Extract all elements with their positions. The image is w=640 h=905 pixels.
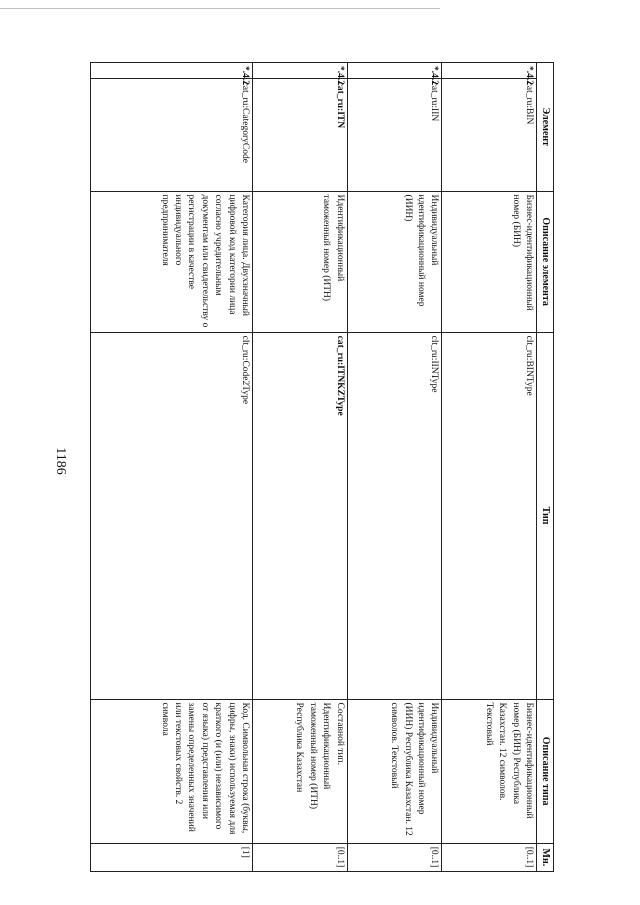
row-multiplicity: [0..1] xyxy=(347,843,442,871)
row-number: *.4.2 xyxy=(442,63,537,79)
table-row xyxy=(252,63,347,872)
row-number: *.4.2 xyxy=(252,63,347,79)
top-rule xyxy=(0,8,440,9)
header-element-description: Описание элемента xyxy=(537,191,554,332)
row-multiplicity: [0..1] xyxy=(252,843,347,871)
row-number: *.4.2 xyxy=(91,63,253,79)
header-type: Тип xyxy=(537,332,554,699)
row-multiplicity: [1] xyxy=(91,843,253,871)
row-element: cat_ru:ITN xyxy=(252,78,347,191)
row-element-description: Идентификационный таможенный номер (ИТН) xyxy=(252,191,347,332)
rotated-table-container xyxy=(90,62,554,872)
page-number: 1186 xyxy=(53,447,68,475)
row-element-description: Бизнес-идентификационный номер (БИН) xyxy=(442,191,537,332)
row-type: clt_ru:BINType xyxy=(442,332,537,699)
row-type-description: Бизнес-идентификационный номер (БИН) Республика Казахстан. 12 символов. Текстовый xyxy=(442,699,537,843)
header-element: Элемент xyxy=(537,63,554,192)
row-number: *.4.2 xyxy=(347,63,442,79)
row-element-description: Индивидуальный идентификационный номер (ИИН) xyxy=(347,191,442,332)
header-multiplicity: Мн. xyxy=(537,843,554,871)
row-element: cat_ru:CategoryCode xyxy=(91,78,253,191)
row-type: clt_ru:IINType xyxy=(347,332,442,699)
row-type-description: Код. Символьная строка (буквы, цифры, знаки) используемая для краткого (и (или) независимого от языка) представления или замены определенных значений или текстовых свойств. 2 символа xyxy=(91,699,253,843)
row-element: cat_ru:IIN xyxy=(347,78,442,191)
table-row xyxy=(91,63,253,872)
row-multiplicity: [0..1] xyxy=(442,843,537,871)
table-row xyxy=(347,63,442,872)
table-row xyxy=(442,63,537,872)
row-type-description: Индивидуальный идентификационный номер (ИИН) Республика Казахстан. 12 символов. Текстовый xyxy=(347,699,442,843)
table-header-row xyxy=(537,63,554,872)
row-type-description: Составной тип. Идентификационный таможенный номер (ИТН) Республика Казахстан xyxy=(252,699,347,843)
row-element-description: Категория лица. Двухзначный цифровой код категории лица согласно учредительным документам или свидетельству о регистрации в качестве индивидуального предпринимателя xyxy=(91,191,253,332)
row-type: clt_ru:Code2Type xyxy=(91,332,253,699)
row-type: cat_ru:ITNKZType xyxy=(252,332,347,699)
header-type-description: Описание типа xyxy=(537,699,554,843)
row-element: cat_ru:BIN xyxy=(442,78,537,191)
element-table xyxy=(90,62,554,872)
